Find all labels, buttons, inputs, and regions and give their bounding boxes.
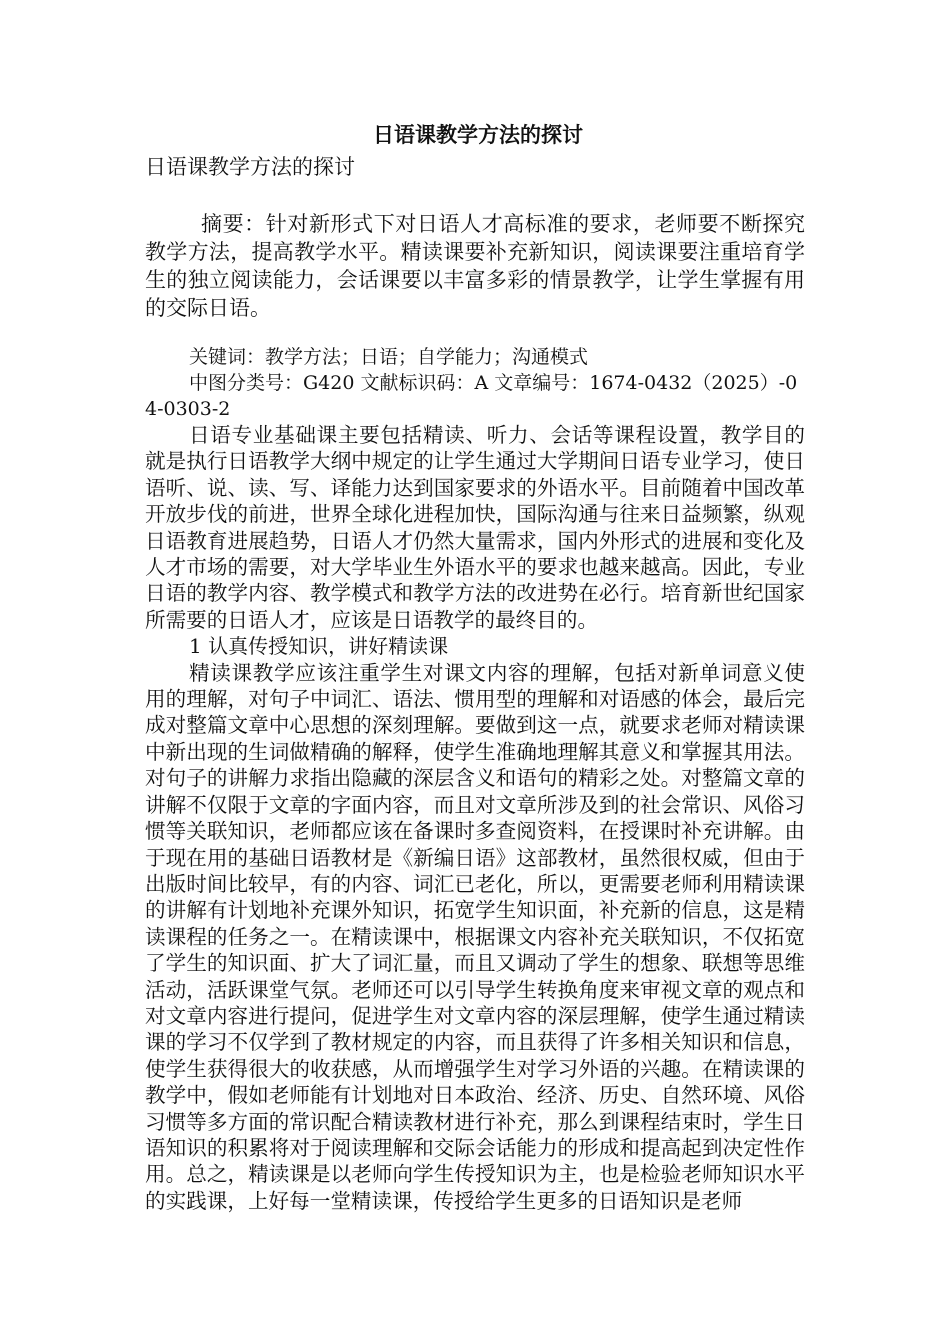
abstract-paragraph: 摘要：针对新形式下对日语人才高标准的要求，老师要不断探究教学方法，提高教学水平。精读课要补充新知识，阅读课要注重培育学生的独立阅读能力，会话课要以丰富多彩的情景教学，让学生掌握有用的交际日语。 (145, 212, 805, 320)
intro-paragraph: 日语专业基础课主要包括精读、听力、会话等课程设置，教学目的就是执行日语教学大纲中规定的让学生通过大学期间日语专业学习，使日语听、说、读、写、译能力达到国家要求的外语水平。目前随着中国改革开放步伐的前进，世界全球化进程加快，国际沟通与往来日益频繁，纵观日语教育进展趋势，日语人才仍然大量需求，国内外形式的进展和变化及人才市场的需要，对大学毕业生外语水平的要求也越来越高。因此，专业日语的教学内容、教学模式和教学方法的改进势在必行。培育新世纪国家所需要的日语人才，应该是日语教学的最终目的。 (145, 423, 805, 632)
section-1-body: 精读课教学应该注重学生对课文内容的理解，包括对新单词意义使用的理解，对句子中词汇、语法、惯用型的理解和对语感的体会，最后完成对整篇文章中心思想的深刻理解。要做到这一点，就要求老师对精读课中新出现的生词做精确的解释，使学生准确地理解其意义和掌握其用法。对句子的讲解力求指出隐藏的深层含义和语句的精彩之处。对整篇文章的讲解不仅限于文章的字面内容，而且对文章所涉及到的社会常识、风俗习惯等关联知识，老师都应该在备课时多查阅资料，在授课时补充讲解。由于现在用的基础日语教材是《新编日语》这部教材，虽然很权威，但由于出版时间比较早，有的内容、词汇已老化，所以，更需要老师利用精读课的讲解有计划地补充课外知识，拓宽学生知识面，补充新的信息，这是精读课程的任务之一。在精读课中，根据课文内容补充关联知识，不仅拓宽了学生的知识面、扩大了词汇量，而且又调动了学生的想象、联想等思维活动，活跃课堂气氛。老师还可以引导学生转换角度来审视文章的观点和对文章内容进行提问，促进学生对文章内容的深层理解，使学生通过精读课的学习不仅学到了教材规定的内容，而且获得了许多相关知识和信息，使学生获得很大的收获感，从而增强学生对学习外语的兴趣。在精读课的教学中，假如老师能有计划地对日本政治、经济、历史、自然环境、风俗习惯等多方面的常识配合精读教材进行补充，那么到课程结束时，学生日语知识的积累将对于阅读理解和交际会话能力的形成和提高起到决定性作用。总之，精读课是以老师向学生传授知识为主，也是检验老师知识水平的实践课，上好每一堂精读课，传授给学生更多的日语知识是老师 (145, 660, 805, 1213)
keywords-line: 关键词：教学方法；日语；自学能力；沟通模式 (189, 346, 589, 368)
section-1-heading: 1 认真传授知识，讲好精读课 (189, 634, 449, 659)
document-subtitle: 日语课教学方法的探讨 (145, 155, 355, 179)
document-title: 日语课教学方法的探讨 (373, 122, 583, 147)
classification-line: 中图分类号：G420 文献标识码：A 文章编号：1674-0432（2025）-04-0303-2 (145, 372, 798, 420)
document-page (145, 118, 805, 1214)
